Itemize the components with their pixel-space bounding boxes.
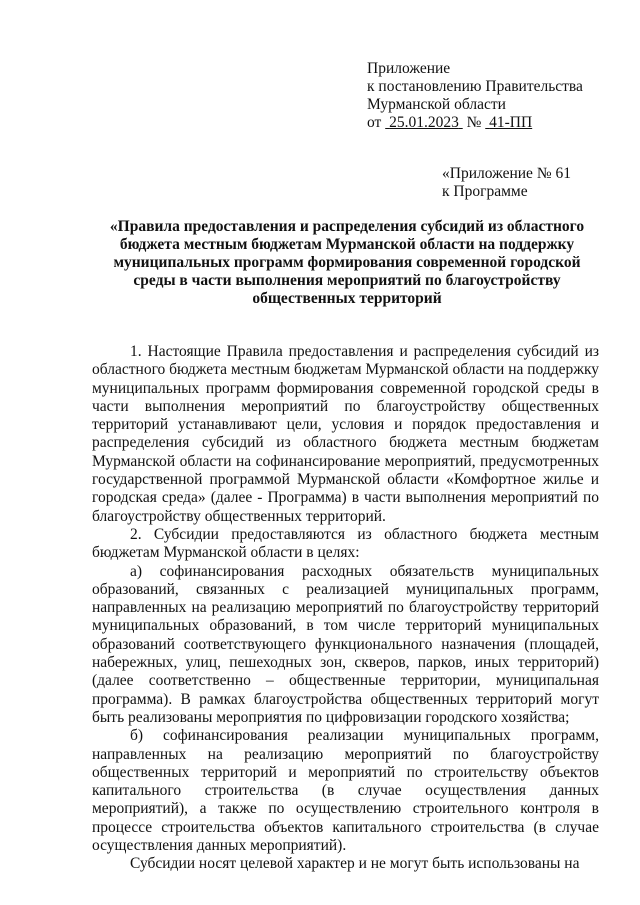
number-prefix: №	[466, 114, 482, 131]
program-appendix-line-1: «Приложение № 61	[442, 165, 571, 182]
date-prefix: от	[367, 114, 382, 131]
paragraph-2: 2. Субсидии предоставляются из областного бюджета местным бюджетам Мурманской области в целях:	[92, 525, 599, 562]
appendix-line-2: к постановлению Правительства	[367, 78, 583, 95]
document-title: «Правила предоставления и распределения субсидий из областного бюджета местным бюджетам Мурманской области на поддержку муниципальных программ формирования современной городской среды в части выполнения мероприятий по благоустройству общественных территорий	[109, 218, 585, 307]
appendix-line-3: Мурманской области	[367, 96, 506, 113]
appendix-date-line	[367, 114, 583, 132]
appendix-header	[367, 60, 583, 132]
paragraph-3: Субсидии носят целевой характер и не могут быть использованы на	[130, 855, 580, 873]
program-appendix-line-2: к Программе	[442, 183, 528, 200]
resolution-number: 41-ПП	[489, 114, 533, 131]
document-body	[92, 343, 599, 874]
paragraph-2b: б) софинансирования реализации муниципальных программ, направленных на реализацию мероприятий по благоустройству общественных территорий и мероприятий по строительству объектов капитального строительства (в случае осуществления данных мероприятий), а также по осуществлению строительного контроля в процессе строительства объектов капитального строительства (в случае осуществления данных мероприятий).	[92, 727, 599, 855]
paragraph-2a: а) софинансирования расходных обязательств муниципальных образований, связанных с реализацией муниципальных программ, направленных на реализацию мероприятий по благоустройству территорий муниципальных образований, в том числе территорий муниципальных образований соответствующего функционального назначения (площадей, набережных, улиц, пешеходных зон, скверов, парков, иных территорий) (далее соответственно – общественные территории, муниципальная программа). В рамках благоустройства общественных территорий могут быть реализованы мероприятия по цифровизации городского хозяйства;	[92, 562, 599, 726]
paragraph-1: 1. Настоящие Правила предоставления и распределения субсидий из областного бюджета местным бюджетам Мурманской области на поддержку муниципальных программ формирования современной городской среды в части выполнения мероприятий по благоустройству общественных территорий устанавливают цели, условия и порядок предоставления и распределения субсидий из областного бюджета местным бюджетам Мурманской области на софинансирование мероприятий, предусмотренных государственной программой Мурманской области «Комфортное жилье и городская среда» (далее - Программа) в части выполнения мероприятий по благоустройству общественных территорий.	[92, 343, 600, 525]
appendix-line-1: Приложение	[367, 60, 451, 77]
resolution-date: 25.01.2023	[389, 114, 459, 131]
program-appendix-header	[442, 165, 571, 201]
